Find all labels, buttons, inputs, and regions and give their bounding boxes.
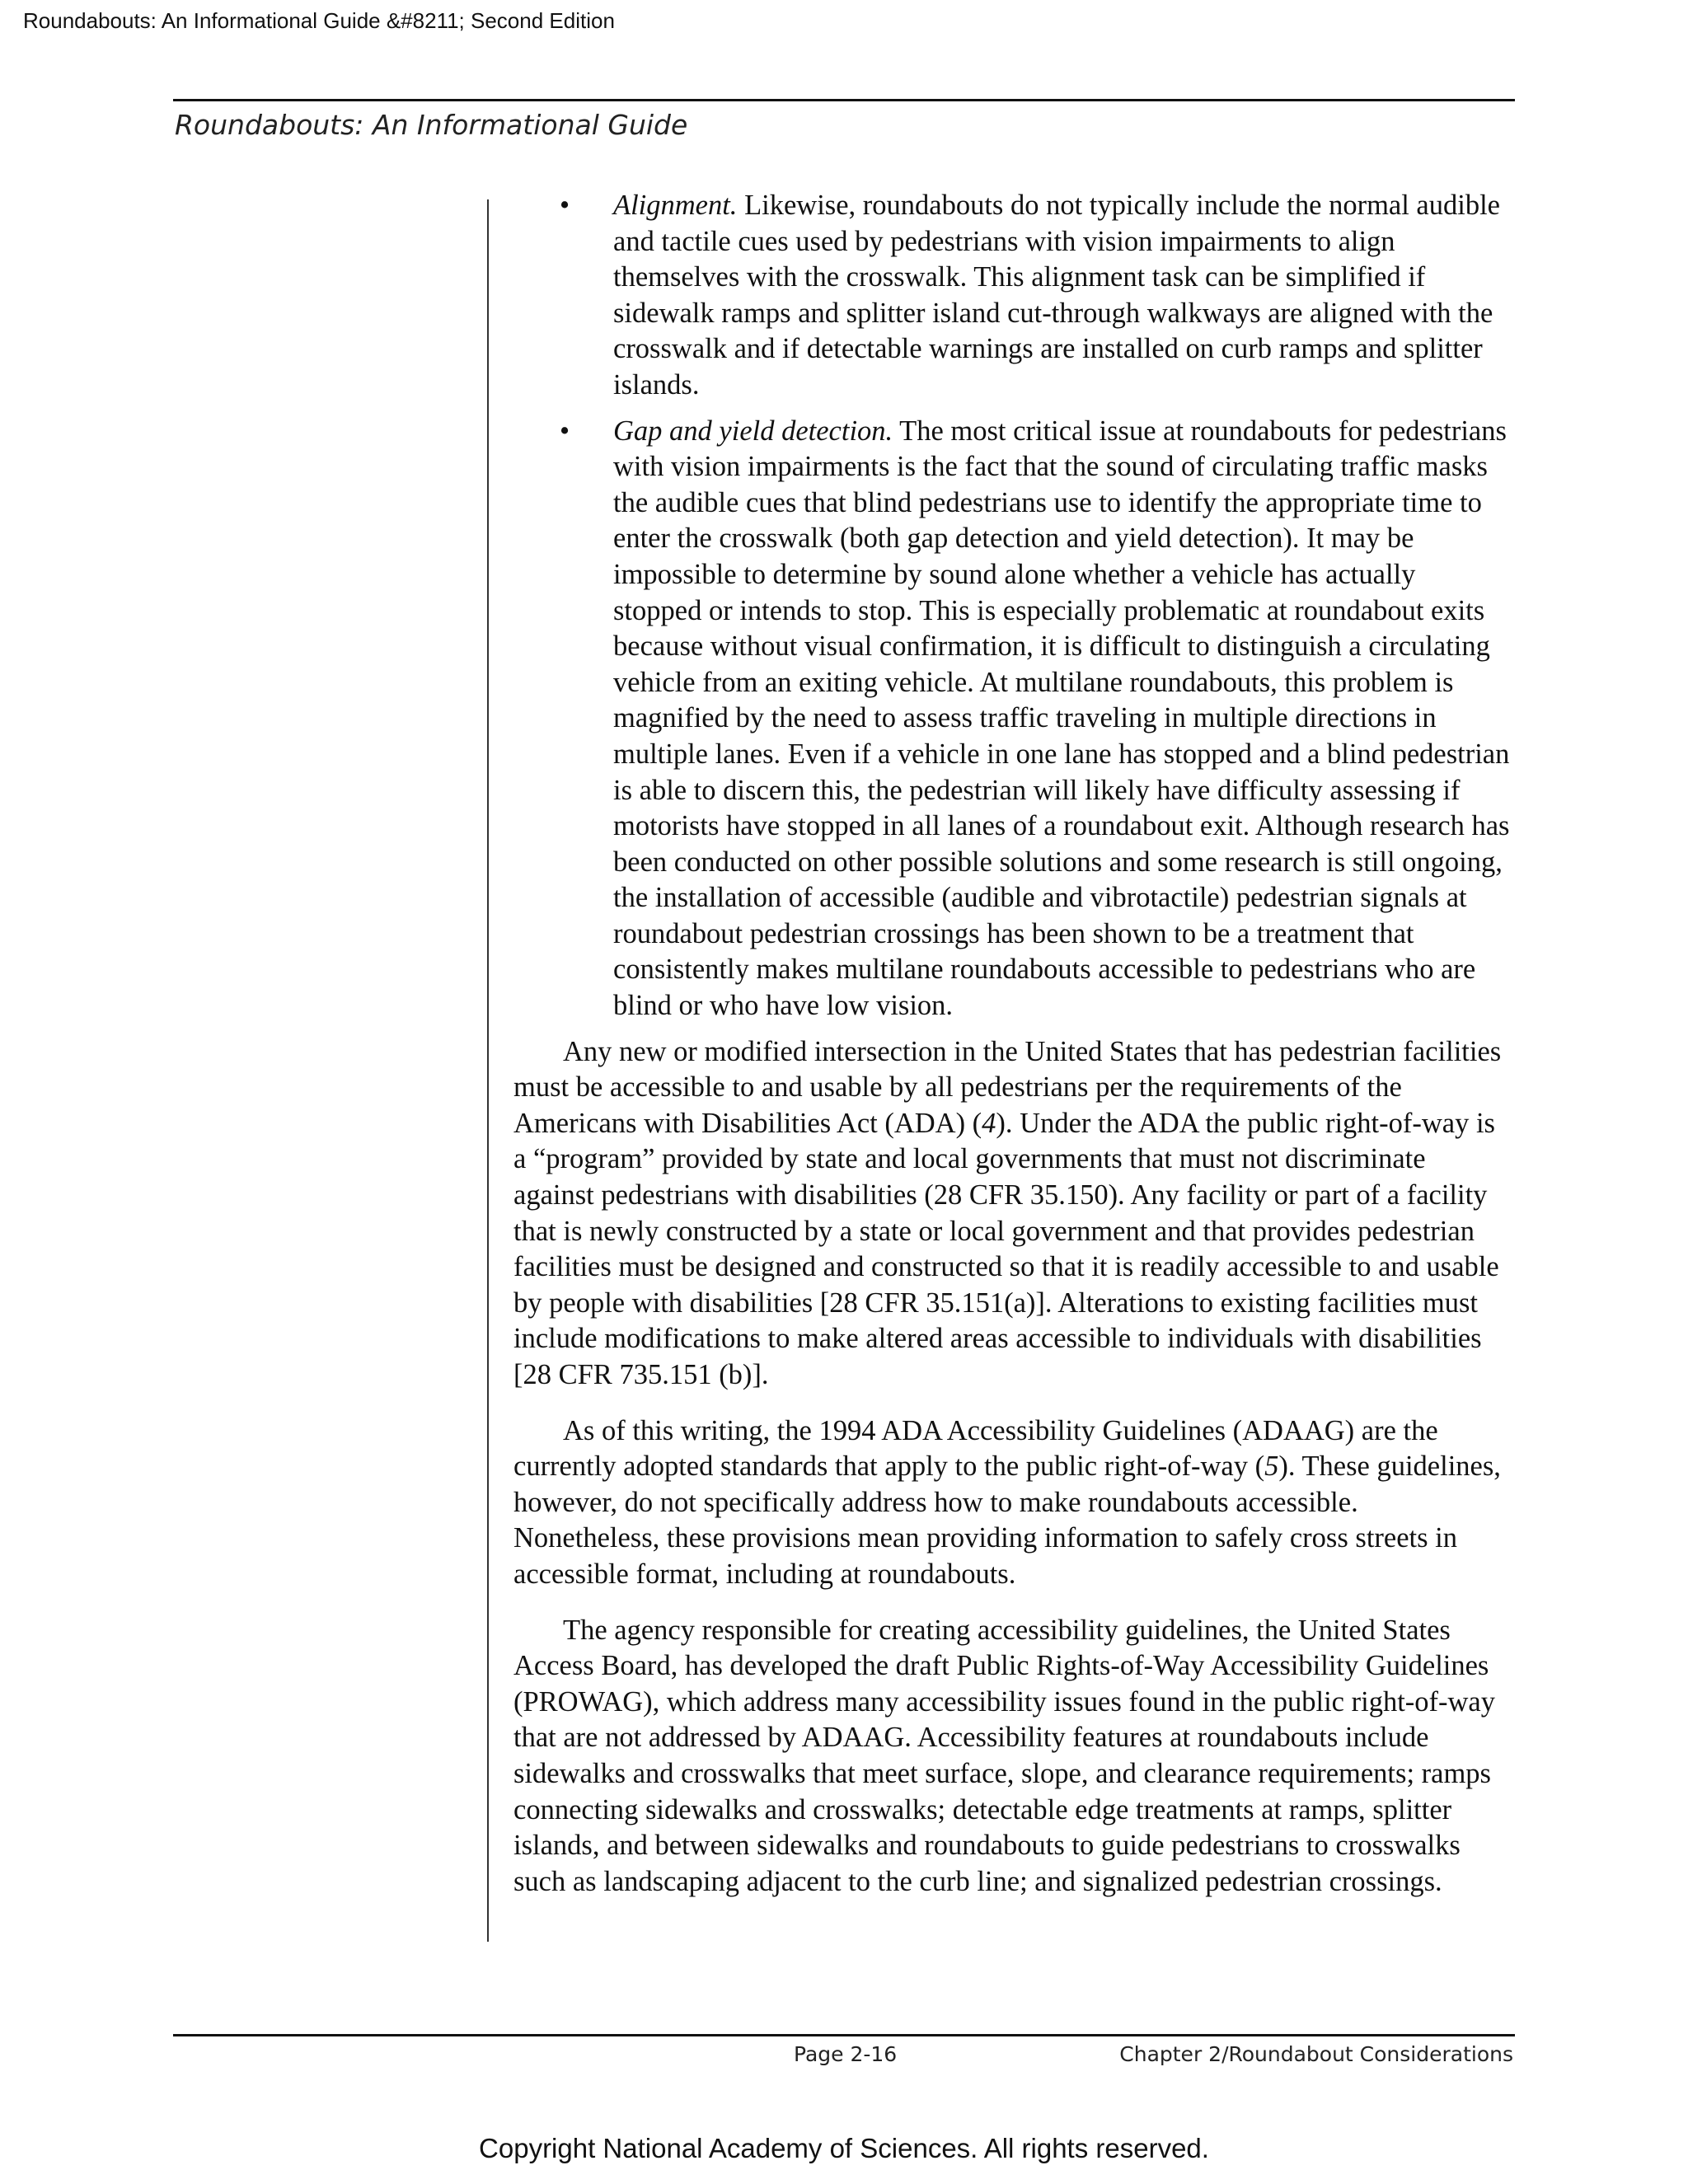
bullet-lead-alignment: Alignment. (613, 190, 738, 221)
paragraph-text: Any new or modified intersection in the United States that has pedestrian facilities must be accessible to and usable by all pedestrians per the requirements of the Americans with Disabilities Act (ADA) ( (513, 1035, 1502, 1139)
header-rule (173, 99, 1515, 101)
guide-title: Roundabouts: An Informational Guide (175, 109, 688, 141)
copyright-notice: Copyright National Academy of Sciences. All rights reserved. (479, 2133, 1209, 2163)
bullet-alignment (513, 188, 1511, 404)
paragraph-text: As of this writing, the 1994 ADA Accessibility Guidelines (ADAAG) are the currently adopted standards that apply to the public right-of-way ( (513, 1414, 1438, 1483)
paragraph-ada-requirements (513, 1034, 1511, 1394)
bullet-text-alignment: Likewise, roundabouts do not typically include the normal audible and tactile cues used by pedestrians with vision impairments to align themselves with the crosswalk. This alignment task can be simplified if sidewalk ramps and splitter island cut-through walkways are aligned with the crosswalk and if detectable warnings are installed on curb ramps and splitter islands. (613, 190, 1500, 401)
page-number: Page 2-16 (794, 2042, 898, 2066)
footer-rule (173, 2034, 1515, 2036)
chapter-label: Chapter 2/Roundabout Considerations (1119, 2042, 1513, 2066)
bullet-marker: • (560, 415, 570, 447)
window-title: Roundabouts: An Informational Guide &#8211; Second Edition (23, 8, 615, 33)
change-bar (487, 199, 489, 1942)
bullet-text-gap-yield: The most critical issue at roundabouts for pedestrians with vision impairments is the fact that the sound of circulating traffic masks the audible cues that blind pedestrians use to identify the appropriate time to enter the crosswalk (both gap detection and yield detection). It may be impossible to determine by sound alone whether a vehicle has actually stopped or intends to stop. This is especially problematic at roundabout exits because without visual confirmation, it is difficult to distinguish a circulating vehicle from an exiting vehicle. At multilane roundabouts, this problem is magnified by the need to assess traffic traveling in multiple directions in multiple lanes. Even if a vehicle in one lane has stopped and a blind pedestrian is able to discern this, the pedestrian will likely have difficulty assessing if motorists have stopped in all lanes of a roundabout exit. Although research has been conducted on other possible solutions and some research is still ongoing, the installation of accessible (audible and vibrotactile) pedestrian signals at roundabout pedestrian crossings has been shown to be a treatment that consistently makes multilane roundabouts accessible to pedestrians who are blind or who have low vision. (613, 415, 1510, 1022)
reference-number: 4 (982, 1107, 996, 1139)
bullet-lead-gap-yield: Gap and yield detection. (613, 415, 893, 447)
paragraph-text: ). These guidelines, however, do not specifically address how to make roundabouts accessible. Nonetheless, these provisions mean providing information to safely cross streets in accessible format, including at roundabouts. (513, 1451, 1501, 1590)
paragraph-prowag (513, 1613, 1511, 1900)
paragraph-text: ). Under the ADA the public right-of-way is a “program” provided by state and local governments that must not discriminate against pedestrians with disabilities (28 CFR 35.150). Any facility or part of a facility that is newly constructed by a state or local government and that provides pedestrian facilities must be designed and constructed so that it is readily accessible to and usable by people with disabilities [28 CFR 35.151(a)]. Alterations to existing facilities must include modifications to make altered areas accessible to individuals with disabilities [28 CFR 735.151 (b)]. (513, 1107, 1499, 1390)
reference-number: 5 (1264, 1451, 1279, 1483)
paragraph-text: The agency responsible for creating accessibility guidelines, the United States Access Board, has developed the draft Public Rights-of-Way Accessibility Guidelines (PROWAG), which address many accessibility issues found in the public right-of-way that are not addressed by ADAAG. Accessibility features at roundabouts include sidewalks and crosswalks that meet surface, slope, and clearance requirements; ramps connecting sidewalks and crosswalks; detectable edge treatments at ramps, splitter islands, and between sidewalks and roundabouts to guide pedestrians to crosswalks such as landscaping adjacent to the curb line; and signalized pedestrian crossings. (513, 1614, 1495, 1897)
paragraph-adaag (513, 1413, 1511, 1593)
bullet-marker: • (560, 190, 570, 221)
bullet-gap-yield-detection (513, 414, 1511, 1024)
page-content (513, 188, 1511, 1919)
